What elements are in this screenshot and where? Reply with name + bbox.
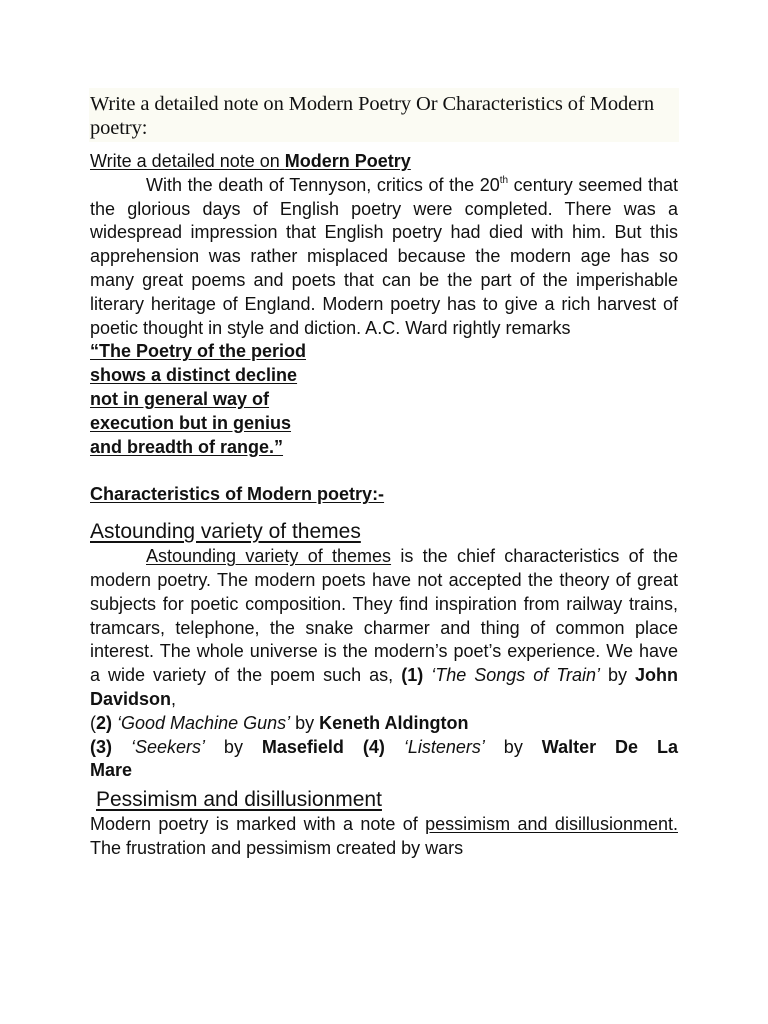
pessimism-underlined: pessimism and disillusionment.: [425, 814, 678, 835]
document-content: [90, 88, 678, 861]
quote-line: not in general way of: [90, 388, 270, 409]
example-number: (3): [90, 736, 112, 757]
examples-line: [90, 736, 678, 760]
examples-line-end: Mare: [90, 760, 133, 781]
quote-line: and breadth of range.”: [90, 436, 284, 457]
example-by: by: [204, 736, 262, 757]
themes-lead: Astounding variety of themes: [146, 546, 392, 567]
subheading-prefix: Write a detailed note on: [90, 151, 285, 171]
example-author: John Davidson: [90, 665, 678, 709]
section-heading-themes: Astounding variety of themes: [90, 520, 361, 544]
ward-quote: [90, 340, 678, 459]
example-by: by: [290, 712, 320, 733]
example-author: Masefield: [261, 736, 344, 757]
example-number: (1): [401, 665, 424, 686]
section-heading-pessimism: Pessimism and disillusionment: [96, 788, 382, 812]
example-title: ‘Listeners’: [384, 736, 485, 757]
example-title: ‘Good Machine Guns’: [112, 712, 291, 733]
ordinal-suffix: th: [499, 174, 509, 186]
quote-line: shows a distinct decline: [90, 365, 298, 386]
example-by: by: [484, 736, 542, 757]
title-block: [89, 88, 679, 142]
example-number: 2): [96, 712, 113, 733]
example-title: ‘The Songs of Train’: [423, 665, 600, 686]
example-number: (4): [343, 736, 385, 757]
example-author: Walter De La: [541, 736, 679, 757]
intro-part1: With the death of Tennyson, critics of the 20: [146, 174, 500, 195]
subheading: [90, 150, 678, 174]
themes-body: is the chief characteristics of the modern poetry. The modern poets have not accepted the theory of great subjects for poetic composition. They find inspiration from railway trains, tramcars, telephone, the snake charmer and thing of common place interest. The whole universe is the modern’s poet’s experience. We have a wide variety of the poem such as,: [90, 546, 678, 686]
pessimism-body-start: Modern poetry is marked with a note of: [90, 814, 426, 835]
paragraph-themes: [90, 545, 678, 735]
main-title: Write a detailed note on Modern Poetry Or Characteristics of Modern poetry:: [90, 93, 655, 139]
example-author: Keneth Aldington: [319, 712, 469, 733]
characteristics-heading: Characteristics of Modern poetry:-: [90, 484, 385, 505]
quote-line: execution but in genius: [90, 412, 292, 433]
pessimism-body-end: The frustration and pessimism created by wars: [90, 837, 464, 858]
paragraph-pessimism: [90, 813, 678, 861]
paragraph-intro: [90, 174, 678, 341]
intro-part2: century seemed that the glorious days of English poetry were completed. There was a widespread impression that English poetry had died with him. But this apprehension was rather misplaced because the modern age has so many great poems and poets that can be the part of the imperishable literary heritage of England. Modern poetry has to give a rich harvest of poetic thought in style and diction. A.C. Ward rightly remarks: [90, 174, 678, 338]
example-paren: (: [90, 712, 96, 733]
example-title: ‘Seekers’: [112, 736, 205, 757]
example-by: by: [599, 665, 635, 686]
example-punct: ,: [171, 688, 177, 709]
subheading-bold: Modern Poetry: [284, 151, 411, 171]
quote-line: “The Poetry of the period: [90, 341, 307, 362]
